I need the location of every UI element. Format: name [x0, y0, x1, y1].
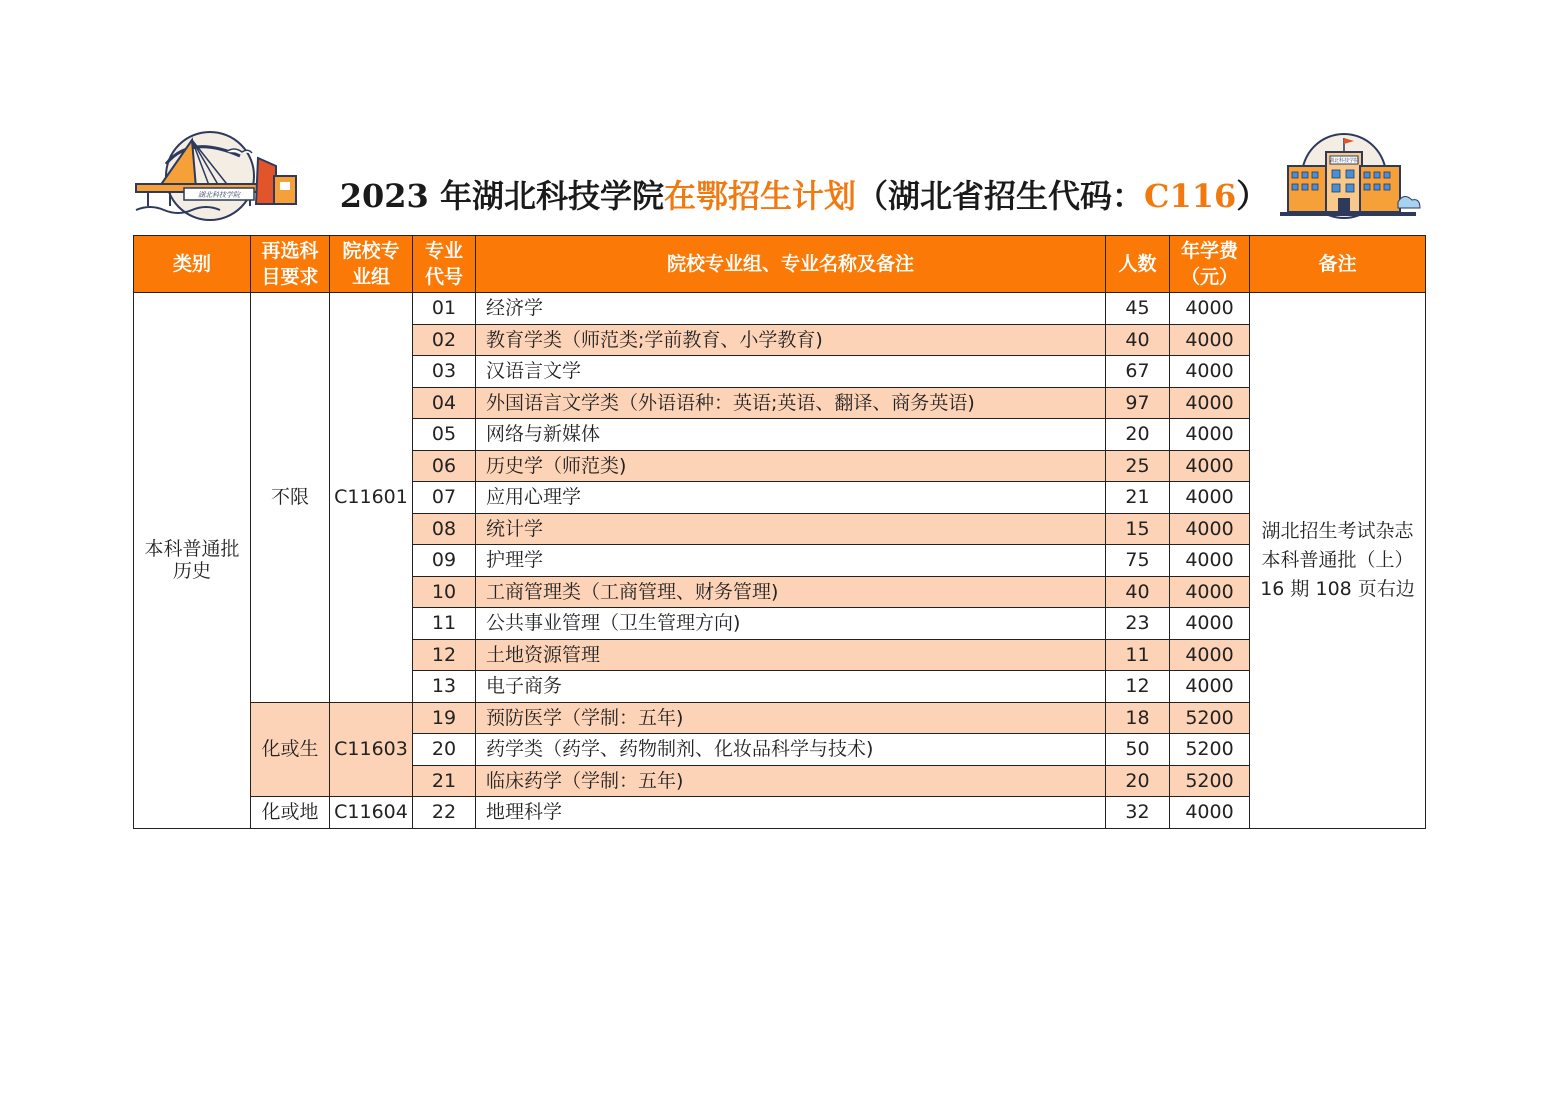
count-cell: 97 — [1106, 387, 1170, 419]
tuition-cell: 4000 — [1170, 356, 1250, 388]
table-header-row — [134, 236, 1426, 293]
bridge-logo-icon — [130, 126, 326, 226]
tuition-cell: 5200 — [1170, 734, 1250, 766]
major-name-cell: 外国语言文学类（外语语种：英语;英语、翻译、商务英语) — [476, 387, 1106, 419]
major-name-cell: 预防医学（学制：五年) — [476, 702, 1106, 734]
major-name-cell: 药学类（药学、药物制剂、化妆品科学与技术) — [476, 734, 1106, 766]
major-name-cell: 公共事业管理（卫生管理方向) — [476, 608, 1106, 640]
major-code-cell: 12 — [413, 639, 476, 671]
count-cell: 15 — [1106, 513, 1170, 545]
count-cell: 12 — [1106, 671, 1170, 703]
tuition-cell: 5200 — [1170, 702, 1250, 734]
program-group-cell: C11601 — [330, 293, 413, 703]
major-code-cell: 08 — [413, 513, 476, 545]
tuition-cell: 4000 — [1170, 671, 1250, 703]
major-name-cell: 汉语言文学 — [476, 356, 1106, 388]
header-major-code: 专业 代号 — [413, 236, 476, 293]
major-code-cell: 13 — [413, 671, 476, 703]
tuition-cell: 4000 — [1170, 639, 1250, 671]
note-cell: 湖北招生考试杂志 本科普通批（上） 16 期 108 页右边 — [1250, 293, 1426, 829]
major-code-cell: 21 — [413, 765, 476, 797]
major-code-cell: 22 — [413, 797, 476, 829]
tuition-cell: 4000 — [1170, 324, 1250, 356]
tuition-cell: 4000 — [1170, 450, 1250, 482]
major-code-cell: 07 — [413, 482, 476, 514]
major-code-cell: 03 — [413, 356, 476, 388]
tuition-cell: 5200 — [1170, 765, 1250, 797]
tuition-cell: 4000 — [1170, 576, 1250, 608]
count-cell: 20 — [1106, 765, 1170, 797]
table-row — [134, 797, 1426, 829]
major-code-cell: 01 — [413, 293, 476, 325]
count-cell: 20 — [1106, 419, 1170, 451]
category-cell: 本科普通批 历史 — [134, 293, 251, 829]
major-code-cell: 19 — [413, 702, 476, 734]
count-cell: 21 — [1106, 482, 1170, 514]
major-name-cell: 临床药学（学制：五年) — [476, 765, 1106, 797]
subject-requirement-cell: 不限 — [251, 293, 330, 703]
logo-left-text: 湖北科技学院 — [198, 191, 240, 199]
major-name-cell: 教育学类（师范类;学前教育、小学教育) — [476, 324, 1106, 356]
logo-right-text: 湖北科技学院 — [1328, 158, 1360, 164]
major-code-cell: 10 — [413, 576, 476, 608]
header-program-group: 院校专 业组 — [330, 236, 413, 293]
campus-building-logo-icon — [1280, 132, 1428, 224]
major-name-cell: 经济学 — [476, 293, 1106, 325]
header-category: 类别 — [134, 236, 251, 293]
title-code: C116 — [1143, 177, 1237, 215]
major-name-cell: 工商管理类（工商管理、财务管理) — [476, 576, 1106, 608]
count-cell: 40 — [1106, 576, 1170, 608]
major-code-cell: 06 — [413, 450, 476, 482]
major-code-cell: 04 — [413, 387, 476, 419]
count-cell: 75 — [1106, 545, 1170, 577]
major-name-cell: 历史学（师范类) — [476, 450, 1106, 482]
major-code-cell: 11 — [413, 608, 476, 640]
subject-requirement-cell: 化或生 — [251, 702, 330, 797]
count-cell: 45 — [1106, 293, 1170, 325]
title-part-3: （湖北省招生代码： — [855, 177, 1144, 215]
header-count: 人数 — [1106, 236, 1170, 293]
major-code-cell: 20 — [413, 734, 476, 766]
major-name-cell: 统计学 — [476, 513, 1106, 545]
count-cell: 67 — [1106, 356, 1170, 388]
program-group-cell: C11604 — [330, 797, 413, 829]
tuition-cell: 4000 — [1170, 482, 1250, 514]
enrollment-plan-table — [133, 235, 1426, 829]
tuition-cell: 4000 — [1170, 387, 1250, 419]
tuition-cell: 4000 — [1170, 293, 1250, 325]
count-cell: 25 — [1106, 450, 1170, 482]
table-row — [134, 702, 1426, 734]
count-cell: 23 — [1106, 608, 1170, 640]
tuition-cell: 4000 — [1170, 513, 1250, 545]
header-subject-requirement: 再选科 目要求 — [251, 236, 330, 293]
header-major-name: 院校专业组、专业名称及备注 — [476, 236, 1106, 293]
count-cell: 40 — [1106, 324, 1170, 356]
major-name-cell: 电子商务 — [476, 671, 1106, 703]
program-group-cell: C11603 — [330, 702, 413, 797]
subject-requirement-cell: 化或地 — [251, 797, 330, 829]
count-cell: 18 — [1106, 702, 1170, 734]
count-cell: 50 — [1106, 734, 1170, 766]
major-name-cell: 地理科学 — [476, 797, 1106, 829]
header-note: 备注 — [1250, 236, 1426, 293]
major-name-cell: 网络与新媒体 — [476, 419, 1106, 451]
count-cell: 11 — [1106, 639, 1170, 671]
major-code-cell: 05 — [413, 419, 476, 451]
major-name-cell: 护理学 — [476, 545, 1106, 577]
major-name-cell: 应用心理学 — [476, 482, 1106, 514]
tuition-cell: 4000 — [1170, 419, 1250, 451]
table-row — [134, 293, 1426, 325]
major-name-cell: 土地资源管理 — [476, 639, 1106, 671]
title-part-4: ） — [1236, 177, 1269, 215]
major-code-cell: 09 — [413, 545, 476, 577]
tuition-cell: 4000 — [1170, 797, 1250, 829]
title-part-2: 在鄂招生计划 — [663, 177, 856, 215]
count-cell: 32 — [1106, 797, 1170, 829]
tuition-cell: 4000 — [1170, 608, 1250, 640]
page-title — [328, 172, 1280, 220]
page-header — [130, 122, 1430, 230]
title-part-1: 2023 年湖北科技学院 — [339, 177, 664, 215]
major-code-cell: 02 — [413, 324, 476, 356]
tuition-cell: 4000 — [1170, 545, 1250, 577]
header-tuition: 年学费 （元） — [1170, 236, 1250, 293]
